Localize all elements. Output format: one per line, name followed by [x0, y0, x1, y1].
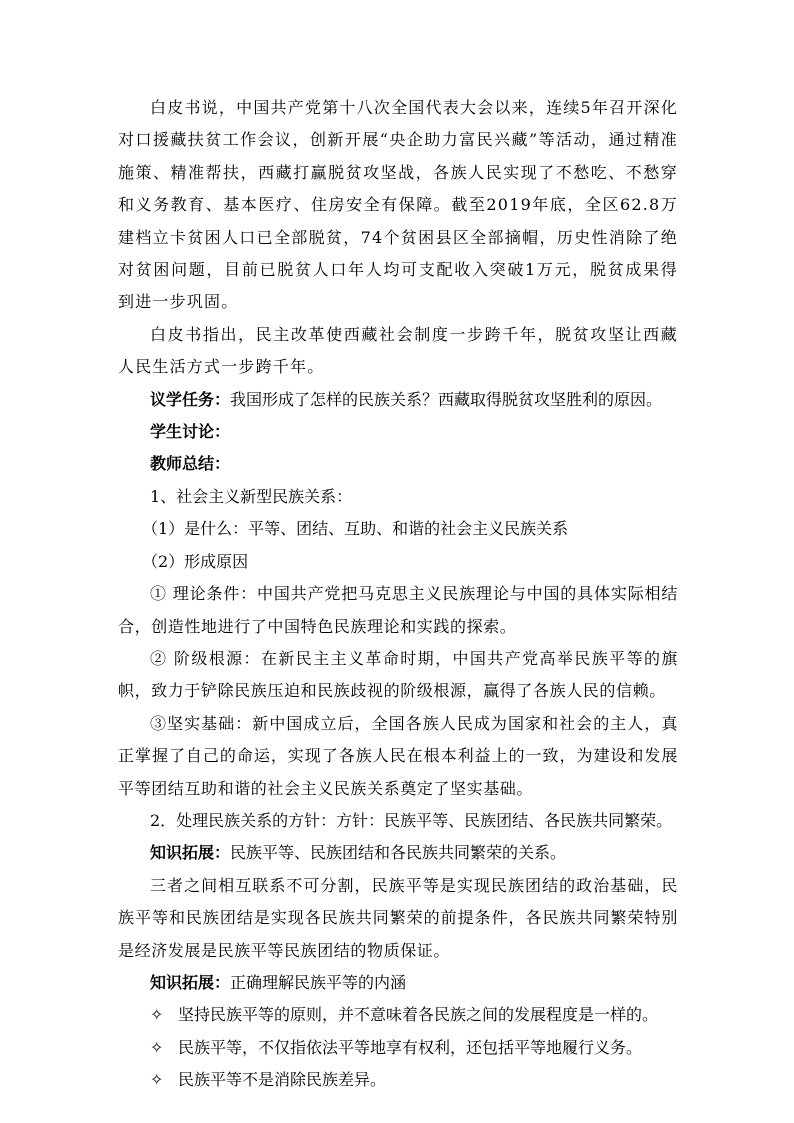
diamond-star-icon: ✧	[150, 1070, 164, 1090]
task-label: 议学任务：	[150, 389, 231, 409]
task-line	[118, 384, 678, 416]
diamond-star-icon: ✧	[150, 1005, 164, 1025]
document-body	[118, 92, 678, 1097]
reason-class: ② 阶级根源：在新民主主义革命时期，中国共产党高举民族平等的旗帜，致力于铲除民族压迫和民族歧视的阶级根源，赢得了各族人民的信赖。	[118, 648, 678, 701]
extension-2-text: 正确理解民族平等的内涵	[230, 972, 407, 992]
task-text: 我国形成了怎样的民族关系？西藏取得脱贫攻坚胜利的原因。	[230, 389, 663, 409]
list-item-text: 民族平等不是消除民族差异。	[178, 1070, 387, 1090]
paragraph-whitepaper-2: 白皮书指出，民主改革使西藏社会制度一步跨千年，脱贫攻坚让西藏人民生活方式一步跨千年。	[118, 324, 678, 377]
extension-1-line	[118, 837, 678, 869]
discussion-label: 学生讨论：	[150, 422, 231, 442]
list-item-text: 坚持民族平等的原则，并不意味着各民族之间的发展程度是一样的。	[178, 1005, 659, 1025]
section-1-title: 1、社会主义新型民族关系：	[150, 486, 353, 506]
reason-foundation: ③坚实基础：新中国成立后，全国各族人民成为国家和社会的主人，真正掌握了自己的命运，实现了各族人民在根本利益上的一致，为建设和发展平等团结互助和谐的社会主义民族关系奠定了坚实基础。	[118, 713, 678, 798]
reason-theory: ① 理论条件：中国共产党把马克思主义民族理论与中国的具体实际相结合，创造性地进行了中国特色民族理论和实践的探索。	[118, 584, 678, 636]
section-1-what: （1）是什么：平等、团结、互助、和谐的社会主义民族关系	[142, 519, 569, 539]
list-item	[118, 1064, 678, 1096]
list-item-text: 民族平等，不仅指依法平等地享有权利，还包括平等地履行义务。	[178, 1037, 643, 1057]
section-1-reason-title: （2）形成原因	[142, 551, 249, 571]
extension-2-label: 知识拓展：	[150, 972, 231, 992]
extension-1-label: 知识拓展：	[150, 843, 231, 863]
paragraph-whitepaper-1: 白皮书说，中国共产党第十八次全国代表大会以来，连续5年召开深化对口援藏扶贫工作会议，创新开展“央企助力富民兴藏”等活动，通过精准施策、精准帮扶，西藏打赢脱贫攻坚战，各族人民实现了不愁吃、不愁穿和义务教育、基本医疗、住房安全有保障。截至2019年底，全区62.8万建档立卡贫困人口已全部脱贫，74个贫困县区全部摘帽，历史性消除了绝对贫困问题，目前已脱贫人口年人均可支配收入突破1万元，脱贫成果得到进一步巩固。	[118, 98, 678, 312]
section-2-policy: 2．处理民族关系的方针：方针：民族平等、民族团结、各民族共同繁荣。	[150, 810, 673, 830]
summary-label: 教师总结：	[150, 454, 231, 474]
extension-1-text: 民族平等、民族团结和各民族共同繁荣的关系。	[230, 843, 567, 863]
list-item	[118, 1032, 678, 1064]
list-item	[118, 999, 678, 1031]
diamond-star-icon: ✧	[150, 1037, 164, 1057]
extension-2-line	[118, 967, 678, 999]
extension-1-body: 三者之间相互联系不可分割，民族平等是实现民族团结的政治基础，民族平等和民族团结是实现各民族共同繁荣的前提条件，各民族共同繁荣特别是经济发展是民族平等民族团结的物质保证。	[118, 875, 678, 960]
